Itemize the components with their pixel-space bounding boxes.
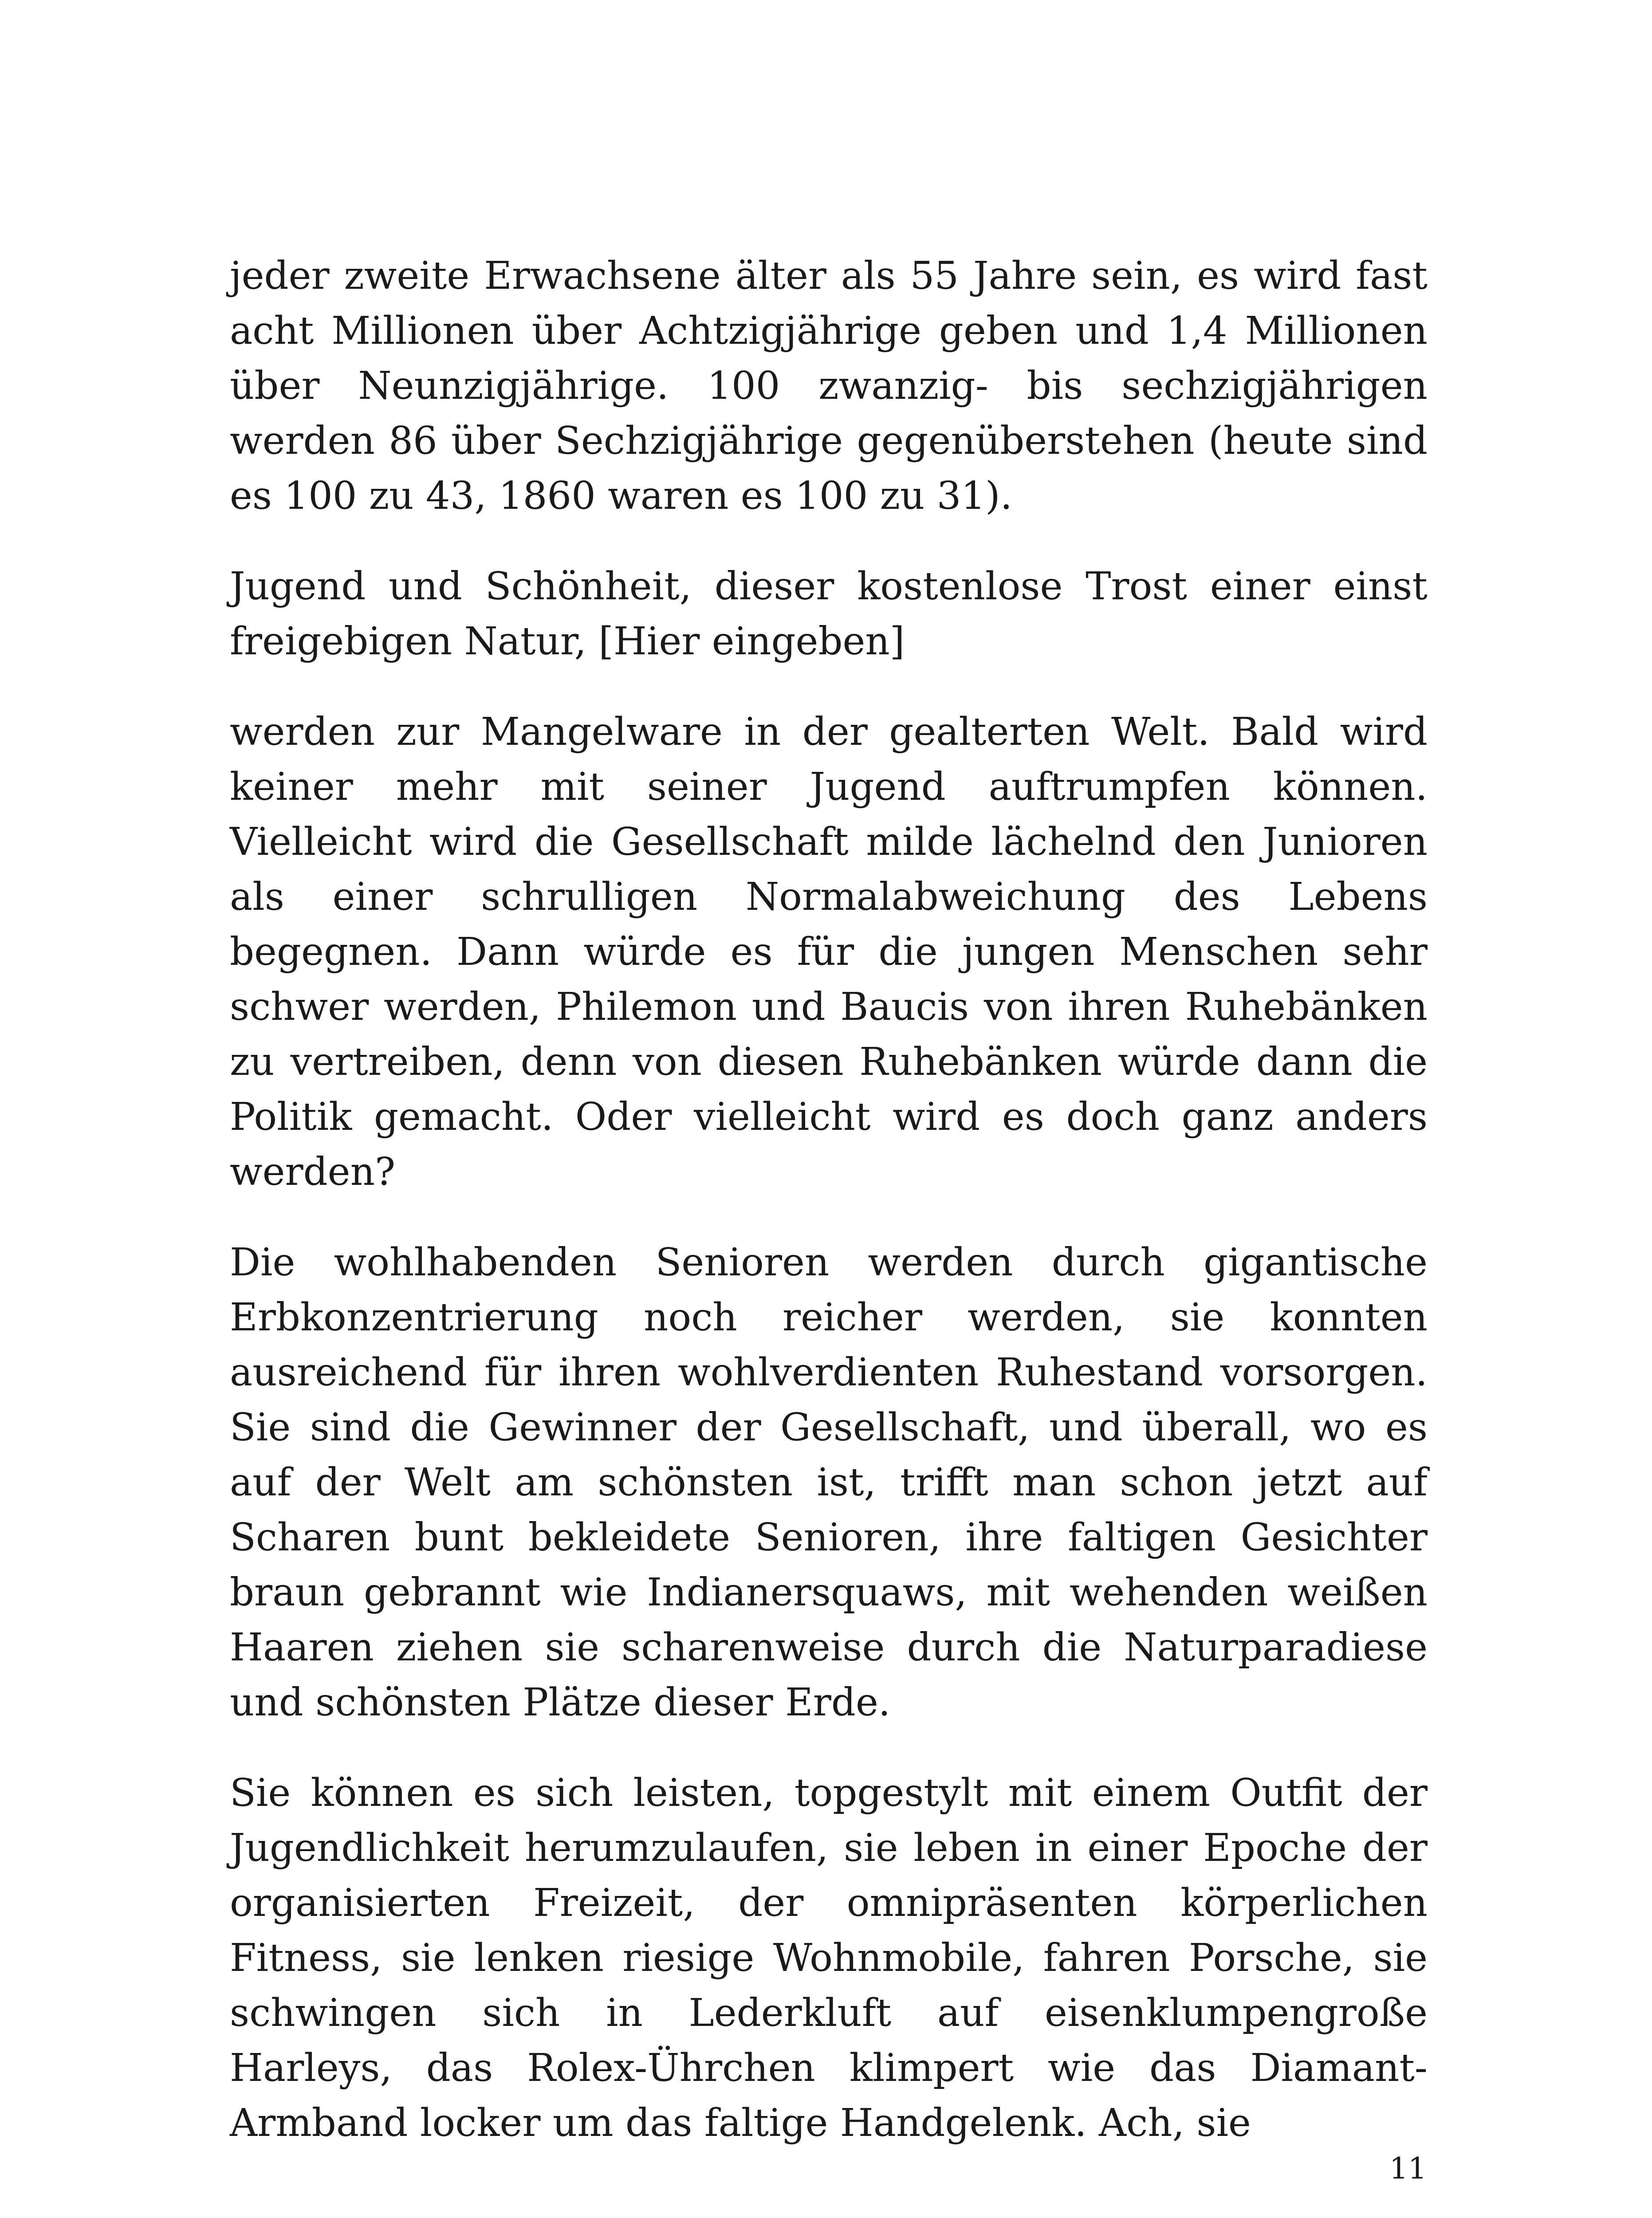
paragraph-5: Sie können es sich leisten, topgestylt mit einem Outfit der Jugendlichkeit herumzulaufen, sie leben in einer Epoche der organisierten Freizeit, der omnipräsenten körperlichen Fitness, sie lenken riesige Wohnmobile, fahren Porsche, sie schwingen sich in Lederkluft auf eisenklumpengroße Harleys, das Rolex-Ührchen klimpert wie das Diamant-Armband locker um das faltige Handgelenk. Ach, sie bbox=[230, 1771, 1428, 2145]
paragraph-3: werden zur Mangelware in der gealterten Welt. Bald wird keiner mehr mit seiner Jugend auftrumpfen können. Vielleicht wird die Gesellschaft milde lächelnd den Junioren als einer schrulligen Normalabweichung des Lebens begegnen. Dann würde es für die jungen Menschen sehr schwer werden, Philemon und Baucis von ihren Ruhebänken zu vertreiben, denn von diesen Ruhebänken würde dann die Politik gemacht. Oder vielleicht wird es doch ganz anders werden? bbox=[230, 710, 1428, 1194]
body-text bbox=[230, 248, 1428, 2186]
paragraph-4: Die wohlhabenden Senioren werden durch gigantische Erbkonzentrierung noch reicher werden, sie konnten ausreichend für ihren wohlverdienten Ruhestand vorsorgen. Sie sind die Gewinner der Gesellschaft, und überall, wo es auf der Welt am schönsten ist, trifft man schon jetzt auf Scharen bunt bekleidete Senioren, ihre faltigen Gesichter braun gebrannt wie Indianersquaws, mit wehenden weißen Haaren ziehen sie scharenweise durch die Naturparadiese und schönsten Plätze dieser Erde. bbox=[230, 1240, 1428, 1725]
paragraph-2: Jugend und Schönheit, dieser kostenlose Trost einer einst freigebigen Natur, [Hier eingeben] bbox=[230, 564, 1428, 664]
paragraph-1: jeder zweite Erwachsene älter als 55 Jahre sein, es wird fast acht Millionen über Achtzigjährige geben und 1,4 Millionen über Neunzigjährige. 100 zwanzig- bis sechzigjährigen werden 86 über Sechzigjährige gegenüberstehen (heute sind es 100 zu 43, 1860 waren es 100 zu 31). bbox=[230, 254, 1428, 518]
page-number: 11 bbox=[1389, 2151, 1427, 2186]
